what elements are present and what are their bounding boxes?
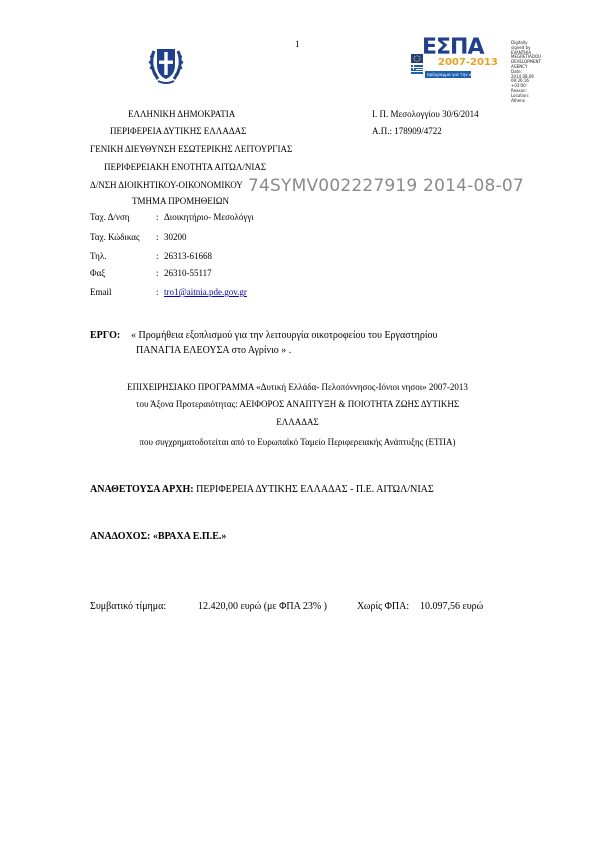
- contact-value-phone: 26313-61668: [164, 251, 212, 261]
- place-date: Ι. Π. Μεσολογγίου 30/6/2014: [372, 109, 479, 119]
- program-line-1: ΕΠΙΧΕΙΡΗΣΙΑΚΟ ΠΡΟΓΡΑΜΜΑ «Δυτική Ελλάδα- Πελοπόννησος-Ιόνιοι νησοι» 2007-2013: [127, 382, 468, 392]
- authority-label: ΑΝΑΘΕΤΟΥΣΑ ΑΡΧΗ:: [90, 484, 194, 495]
- header-region: ΠΕΡΙΦΕΡΕΙΑ ΔΥΤΙΚΗΣ ΕΛΛΑΔΑΣ: [110, 126, 247, 136]
- digital-signature: Digitally signed by EVANTHIA MEGRETIADOU DEVELOPMENT AGENCY Date: 2014.08.06 09:26:16 +03'00' Reason: Location: Athens: [511, 40, 541, 103]
- email-link[interactable]: tro1@aitnia.pde.gov.gr: [164, 287, 247, 297]
- price-without-label: Χωρίς ΦΠΑ:: [357, 601, 410, 612]
- contact-sep: :: [156, 287, 159, 297]
- header-division: Δ/ΝΣΗ ΔΙΟΙΚΗΤΙΚΟΥ-ΟΙΚΟΝΟΜΙΚΟΥ: [90, 180, 243, 190]
- project-line-2: ΠΑΝΑΓΙΑ ΕΛΕΟΥΣΑ στο Αγρίνιο » .: [136, 345, 292, 356]
- espa-wordmark: ΕΣΠΑ: [422, 35, 484, 60]
- espa-logo: [411, 35, 541, 103]
- authority-value: ΠΕΡΙΦΕΡΕΙΑ ΔΥΤΙΚΗΣ ΕΛΛΑΔΑΣ - Π.Ε. ΑΙΤΩΛ/ΝΙΑΣ: [196, 484, 434, 495]
- header-unit: ΠΕΡΙΦΕΡΕΙΑΚΗ ΕΝΟΤΗΤΑ ΑΙΤΩΛ/ΝΙΑΣ: [104, 162, 267, 172]
- contact-sep: :: [156, 232, 159, 242]
- contact-label-address: Ταχ. Δ/νση: [90, 212, 130, 222]
- contractor-value: «ΒΡΑΧΑ Ε.Π.Ε.»: [152, 531, 227, 542]
- espa-years: 2007-2013: [438, 57, 498, 68]
- contact-label-zip: Ταχ. Κώδικας: [90, 232, 140, 242]
- contractor-line: [90, 531, 226, 542]
- contact-value-address: Διοικητήριο- Μεσολόγγι: [164, 212, 254, 222]
- contact-value-zip: 30200: [164, 232, 187, 242]
- authority-line: [90, 484, 434, 495]
- program-line-3: ΕΛΛΑΔΑΣ: [276, 417, 319, 427]
- contact-label-fax: Φαξ: [90, 268, 106, 278]
- price-without-vat: 10.097,56 ευρώ: [420, 601, 484, 612]
- project-line-1: « Προμήθεια εξοπλισμού για την λειτουργία οικοτροφείου του Εργαστηρίου: [131, 330, 438, 341]
- contractor-label: ΑΝΑΔΟΧΟΣ:: [90, 531, 151, 542]
- contact-label-email: Email: [90, 287, 112, 297]
- ada-watermark: 74SYMV002227919 2014-08-07: [248, 176, 524, 196]
- program-line-4: που συγχρηματοδοτείται από το Ευρωπαϊκό Ταμείο Περιφερειακής Ανάπτυξης (ΕΤΠΑ): [139, 437, 456, 447]
- contact-sep: :: [156, 268, 159, 278]
- header-country: ΕΛΛΗΝΙΚΗ ΔΗΜΟΚΡΑΤΙΑ: [128, 109, 236, 119]
- contact-value-fax: 26310-55117: [164, 268, 212, 278]
- contact-sep: :: [156, 212, 159, 222]
- header-department: ΤΜΗΜΑ ΠΡΟΜΗΘΕΙΩΝ: [132, 196, 229, 206]
- price-label: Συμβατικό τίμημα:: [90, 601, 167, 612]
- program-line-2: του Άξονα Προτεραιότητας: ΑΕΙΦΟΡΟΣ ΑΝΑΠΤΥΞΗ & ΠΟΙΟΤΗΤΑ ΖΩΗΣ ΔΥΤΙΚΗΣ: [135, 399, 460, 409]
- page-number: 1: [295, 39, 300, 49]
- protocol-number: Α.Π.: 178909/4722: [372, 126, 442, 136]
- contact-sep: :: [156, 251, 159, 261]
- header-directorate: ΓΕΝΙΚΗ ΔΙΕΥΘΥΝΣΗ ΕΣΩΤΕΡΙΚΗΣ ΛΕΙΤΟΥΡΓΙΑΣ: [90, 144, 293, 154]
- project-label: ΕΡΓΟ:: [90, 330, 121, 341]
- contact-label-phone: Τηλ.: [90, 251, 107, 261]
- greek-emblem-icon: [146, 41, 186, 85]
- price-with-vat: 12.420,00 ευρώ (με ΦΠΑ 23% ): [198, 601, 327, 612]
- espa-tagline: πρόγραμμα για την ανάπτυξη: [427, 72, 490, 77]
